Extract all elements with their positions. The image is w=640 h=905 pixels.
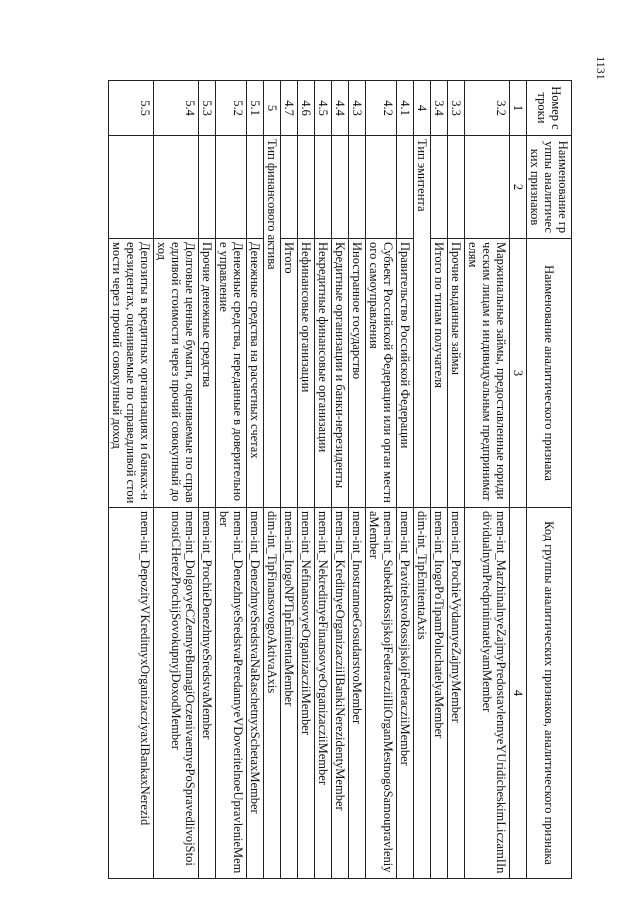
table-row <box>199 81 216 879</box>
feature-name-cell: Правительство Российской Федерации <box>397 239 414 508</box>
feature-name-cell: Маржинальные займы, предоставленные юридическим лицам и индивидуальным предпринимателям <box>465 239 510 508</box>
table-body <box>109 81 510 879</box>
column-number: 4 <box>510 508 527 879</box>
code-cell: mem-int_ProchieDenezhnyeSredstvaMember <box>199 508 216 879</box>
feature-name-cell: Депозиты в кредитных организациях и банках-нерезидентах, оцениваемые по справедливой стоимости через прочий совокупный доход <box>109 239 154 508</box>
row-number-cell: 5.2 <box>216 81 247 136</box>
group-name-cell: Тип эмитента <box>414 136 431 508</box>
feature-name-cell: Итого по типам получателя <box>431 239 448 508</box>
code-cell: mem-int_ProchieVydannyeZajmyMember <box>448 508 465 879</box>
table-row <box>281 81 298 879</box>
header-row <box>527 81 572 879</box>
analytic-features-table <box>108 80 572 879</box>
code-cell: mem-int_DenezhnyeSredstvaNaRaschetnyxSchetaxMember <box>247 508 264 879</box>
code-cell: mem-int_ItogoNPTipEmitentaMember <box>281 508 298 879</box>
group-name-cell <box>332 136 349 239</box>
feature-name-cell: Иностранное государство <box>349 239 366 508</box>
table-row <box>366 81 397 879</box>
table-row <box>431 81 448 879</box>
code-cell: mem-int_DepozityVKreditnyxOrganizacziyaxIBankaxNerezid <box>109 508 154 879</box>
row-number-cell: 3.4 <box>431 81 448 136</box>
column-number-row <box>510 81 527 879</box>
row-number-cell: 5.4 <box>154 81 199 136</box>
row-number-cell: 4.7 <box>281 81 298 136</box>
table-row <box>154 81 199 879</box>
group-name-cell <box>281 136 298 239</box>
group-name-cell <box>397 136 414 239</box>
row-number-cell: 5 <box>264 81 281 136</box>
group-name-cell <box>298 136 315 239</box>
code-cell: mem-int_InostrannoeGosudarstvoMember <box>349 508 366 879</box>
row-number-cell: 4 <box>414 81 431 136</box>
row-number-cell: 3.3 <box>448 81 465 136</box>
row-number-cell: 4.2 <box>366 81 397 136</box>
group-name-cell <box>431 136 448 239</box>
group-name-cell <box>349 136 366 239</box>
table-row <box>332 81 349 879</box>
group-name-cell <box>216 136 247 239</box>
feature-name-cell: Прочие выданные займы <box>448 239 465 508</box>
table-row <box>216 81 247 879</box>
group-name-cell <box>247 136 264 239</box>
group-name-cell <box>465 136 510 239</box>
column-number: 3 <box>510 239 527 508</box>
table-row <box>465 81 510 879</box>
row-number-cell: 3.2 <box>465 81 510 136</box>
code-cell: mem-int_NekreditnyeFinansovyeOrganizacziiMember <box>315 508 332 879</box>
group-name-cell: Тип финансового актива <box>264 136 281 508</box>
header-feature-name: Наименование аналитического признака <box>527 239 572 508</box>
header-group-name: Наименование группы аналитических признаков <box>527 136 572 239</box>
rotated-table-container <box>62 80 572 874</box>
table-row <box>247 81 264 879</box>
row-number-cell: 4.4 <box>332 81 349 136</box>
code-cell: mem-int_KreditnyeOrganizacziiIBankiNerezidentyMember <box>332 508 349 879</box>
code-cell: mem-int_DenezhnyeSredstvaPeredannyeVDoveritelnoeUpravlenieMember <box>216 508 247 879</box>
code-cell: mem-int_SubektRossijskojFederacziiIliOrganMestnogoSamoupravleniyaMember <box>366 508 397 879</box>
group-name-cell <box>199 136 216 239</box>
group-name-cell <box>448 136 465 239</box>
group-name-cell <box>154 136 199 239</box>
feature-name-cell: Нефинансовые организации <box>298 239 315 508</box>
row-number-cell: 4.3 <box>349 81 366 136</box>
table-row <box>109 81 154 879</box>
table-row <box>298 81 315 879</box>
feature-name-cell: Итого <box>281 239 298 508</box>
row-number-cell: 4.5 <box>315 81 332 136</box>
code-cell: mem-int_DolgovyeCZennyeBumagiOczenivaemyePoSpravedlivojStoimostiCHerezProchijSovokupnyjDoxodMember <box>154 508 199 879</box>
row-number-cell: 5.1 <box>247 81 264 136</box>
code-cell: mem-int_ItogoPoTipamPoluchatelyaMember <box>431 508 448 879</box>
header-row-number: Номер строки <box>527 81 572 136</box>
feature-name-cell: Прочие денежные средства <box>199 239 216 508</box>
table-row <box>397 81 414 879</box>
table-row <box>264 81 281 879</box>
page-number: 1131 <box>594 56 608 80</box>
feature-name-cell: Денежные средства, переданные в доверительное управление <box>216 239 247 508</box>
code-cell: dim-int_TipFinansovogoAktivaAxis <box>264 508 281 879</box>
feature-name-cell: Кредитные организации и банки-нерезиденты <box>332 239 349 508</box>
row-number-cell: 5.5 <box>109 81 154 136</box>
group-name-cell <box>315 136 332 239</box>
code-cell: dim-int_TipEmitentaAxis <box>414 508 431 879</box>
table-row <box>315 81 332 879</box>
feature-name-cell: Некредитные финансовые организации <box>315 239 332 508</box>
table-row <box>414 81 431 879</box>
group-name-cell <box>366 136 397 239</box>
code-cell: mem-int_MarzhinalnyeZajmyPredostavlennyeYUridicheskimLiczamIIndividualnymPredprinimatelyamMember <box>465 508 510 879</box>
row-number-cell: 4.1 <box>397 81 414 136</box>
header-code: Код группы аналитических признаков, аналитического признака <box>527 508 572 879</box>
row-number-cell: 4.6 <box>298 81 315 136</box>
feature-name-cell: Субъект Российской Федерации или орган местного самоуправления <box>366 239 397 508</box>
column-number: 2 <box>510 136 527 239</box>
group-name-cell <box>109 136 154 239</box>
table-row <box>448 81 465 879</box>
code-cell: mem-int_PravitelstvoRossijskojFederacziiMember <box>397 508 414 879</box>
feature-name-cell: Долговые ценные бумаги, оцениваемые по справедливой стоимости через прочий совокупный доход <box>154 239 199 508</box>
column-number: 1 <box>510 81 527 136</box>
feature-name-cell: Денежные средства на расчетных счетах <box>247 239 264 508</box>
table-row <box>349 81 366 879</box>
code-cell: mem-int_NefinansovyeOrganizacziiMember <box>298 508 315 879</box>
row-number-cell: 5.3 <box>199 81 216 136</box>
